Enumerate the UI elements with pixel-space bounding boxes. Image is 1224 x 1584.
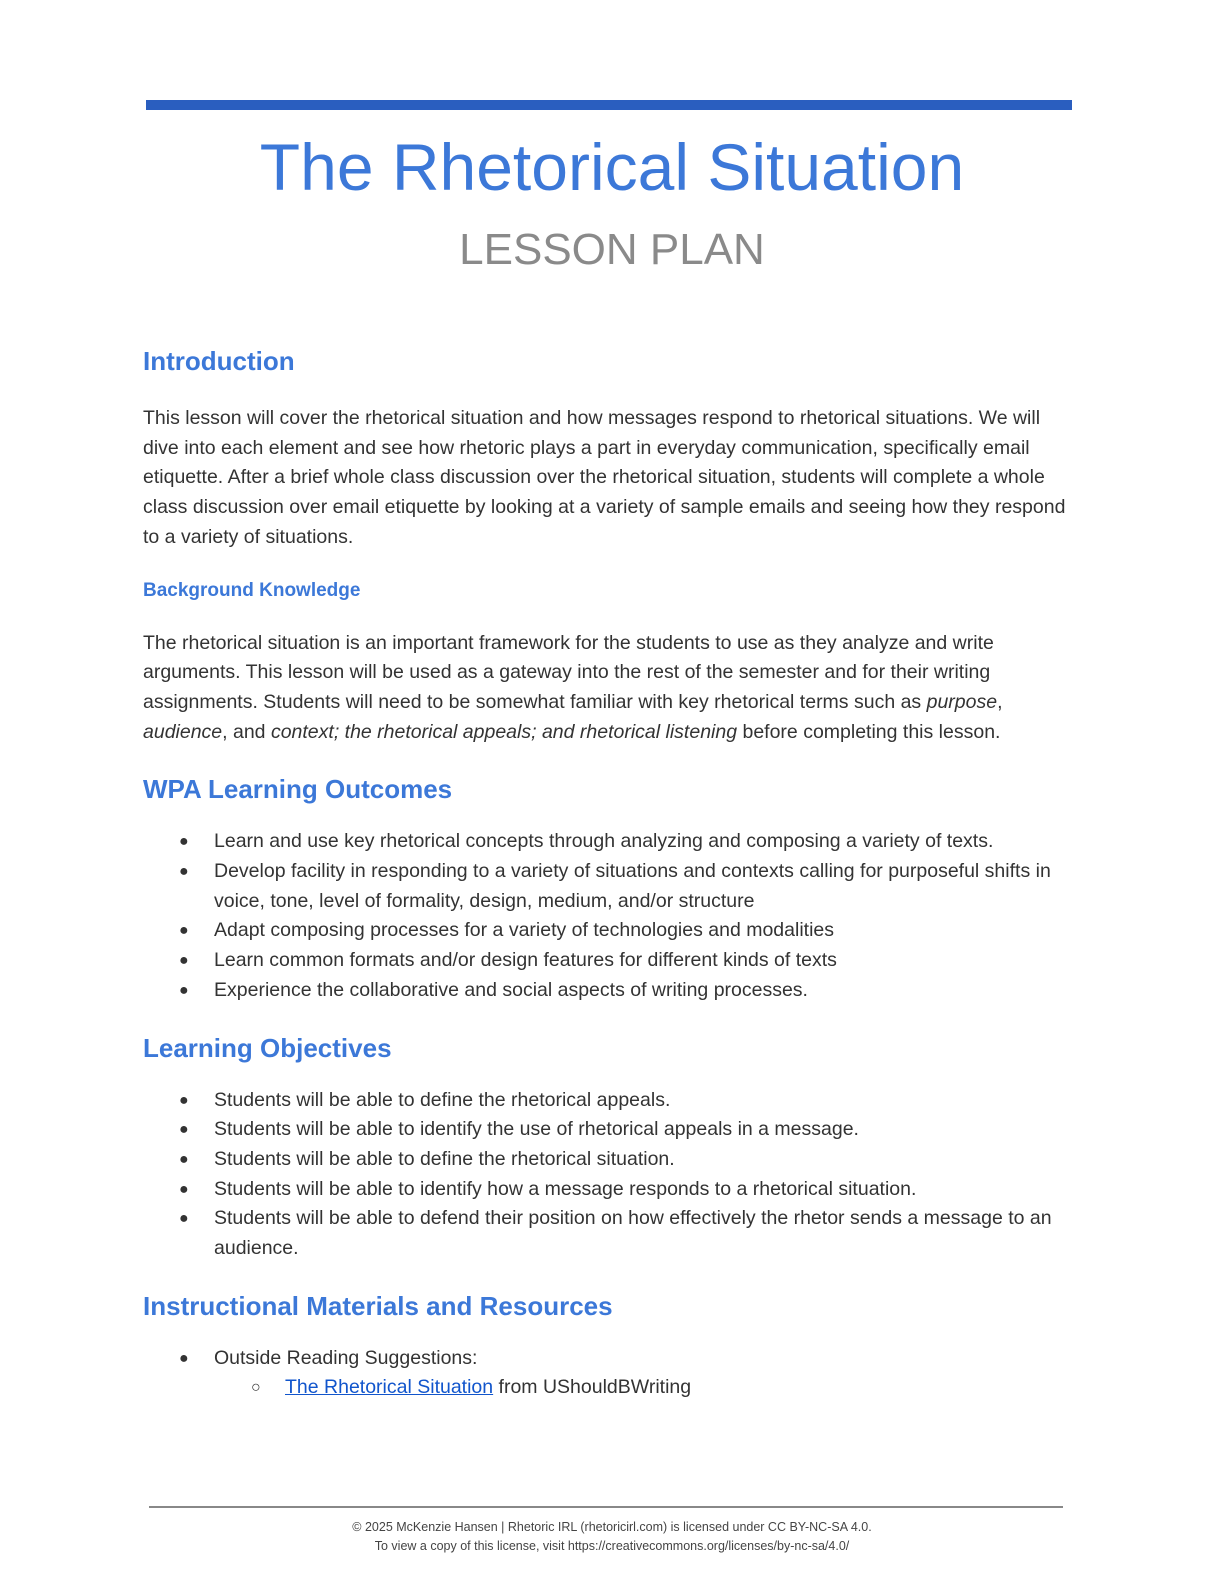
bullet-icon: ● [179, 1180, 189, 1198]
introduction-paragraph: This lesson will cover the rhetorical situation and how messages respond to rhetorical situations. We will dive into each element and see how rhetoric plays a part in everyday communication, specifically email etiquette. After a brief whole class discussion over the rhetorical situation, students will complete a whole class discussion over email etiquette by looking at a variety of sample emails and seeing how they respond to a variety of situations. [143, 407, 1066, 548]
bullet-icon: ● [179, 981, 189, 999]
list-item: ● Adapt composing processes for a variety of technologies and modalities [143, 916, 1073, 946]
list-item: ● Outside Reading Suggestions: [143, 1344, 1073, 1374]
bullet-icon: ● [179, 922, 189, 940]
background-heading: Background Knowledge [143, 579, 361, 601]
list-item: ● Students will be able to identify how a message responds to a rhetorical situation. [143, 1175, 1073, 1205]
background-text-end: before completing this lesson. [737, 720, 1001, 743]
background-text-start: The rhetorical situation is an important framework for the students to use as they analyze and write arguments. This lesson will be used as a gateway into the rest of the semester and for their writing assignments. Students will need to be somewhat familiar with key rhetorical terms such as [143, 631, 994, 713]
term-audience: audience [143, 720, 223, 743]
header-rule [146, 100, 1072, 110]
bullet-icon: ● [179, 863, 189, 881]
document-body [143, 342, 1073, 1403]
objectives-list [143, 1086, 1073, 1264]
bullet-icon: ● [179, 952, 189, 970]
bullet-icon: ● [179, 1091, 189, 1109]
bullet-icon: ● [179, 1150, 189, 1168]
term-context: context; the rhetorical appeals; and rhetorical listening [270, 720, 738, 743]
bullet-icon: ● [179, 1210, 189, 1228]
footer-rule [149, 1506, 1063, 1508]
list-item [143, 1373, 1073, 1403]
bullet-icon: ● [179, 1349, 189, 1367]
background-paragraph [143, 629, 1073, 748]
document-subtitle: LESSON PLAN [459, 225, 765, 274]
license-line-1: © 2025 McKenzie Hansen | Rhetoric IRL (rhetoricirl.com) is licensed under CC BY-NC-SA 4.0. [352, 1520, 872, 1534]
wpa-list [143, 827, 1073, 1005]
objectives-heading: Learning Objectives [143, 1032, 392, 1063]
materials-sublist [143, 1373, 1073, 1403]
list-item: ● Students will be able to defend their position on how effectively the rhetor sends a message to an audience. [143, 1204, 1073, 1263]
term-purpose: purpose [926, 690, 998, 713]
bullet-icon: ● [179, 833, 189, 851]
link-source-text: from UShouldBWriting [493, 1376, 692, 1399]
rhetorical-situation-link[interactable]: The Rhetorical Situation [285, 1376, 494, 1399]
wpa-heading: WPA Learning Outcomes [143, 774, 453, 805]
background-sep-1: , [997, 690, 1003, 713]
background-sep-2: , and [222, 720, 271, 743]
circle-bullet-icon: ○ [251, 1379, 261, 1397]
document-title: The Rhetorical Situation [259, 130, 965, 204]
list-item: ● Students will be able to define the rhetorical situation. [143, 1145, 1073, 1175]
list-item: ● Students will be able to define the rhetorical appeals. [143, 1086, 1073, 1116]
bullet-icon: ● [179, 1121, 189, 1139]
list-item: ● Learn common formats and/or design features for different kinds of texts [143, 946, 1073, 976]
license-line-2: To view a copy of this license, visit https://creativecommons.org/licenses/by-nc-sa/4.0/ [374, 1539, 850, 1553]
introduction-heading: Introduction [143, 346, 295, 376]
list-item: ● Students will be able to identify the use of rhetorical appeals in a message. [143, 1115, 1073, 1145]
materials-heading: Instructional Materials and Resources [143, 1290, 613, 1321]
list-item: ● Learn and use key rhetorical concepts through analyzing and composing a variety of texts. [143, 827, 1073, 857]
list-item: ● Develop facility in responding to a variety of situations and contexts calling for purposeful shifts in voice, tone, level of formality, design, medium, and/or structure [143, 857, 1073, 916]
materials-list [143, 1344, 1073, 1374]
list-item: ● Experience the collaborative and social aspects of writing processes. [143, 976, 1073, 1006]
